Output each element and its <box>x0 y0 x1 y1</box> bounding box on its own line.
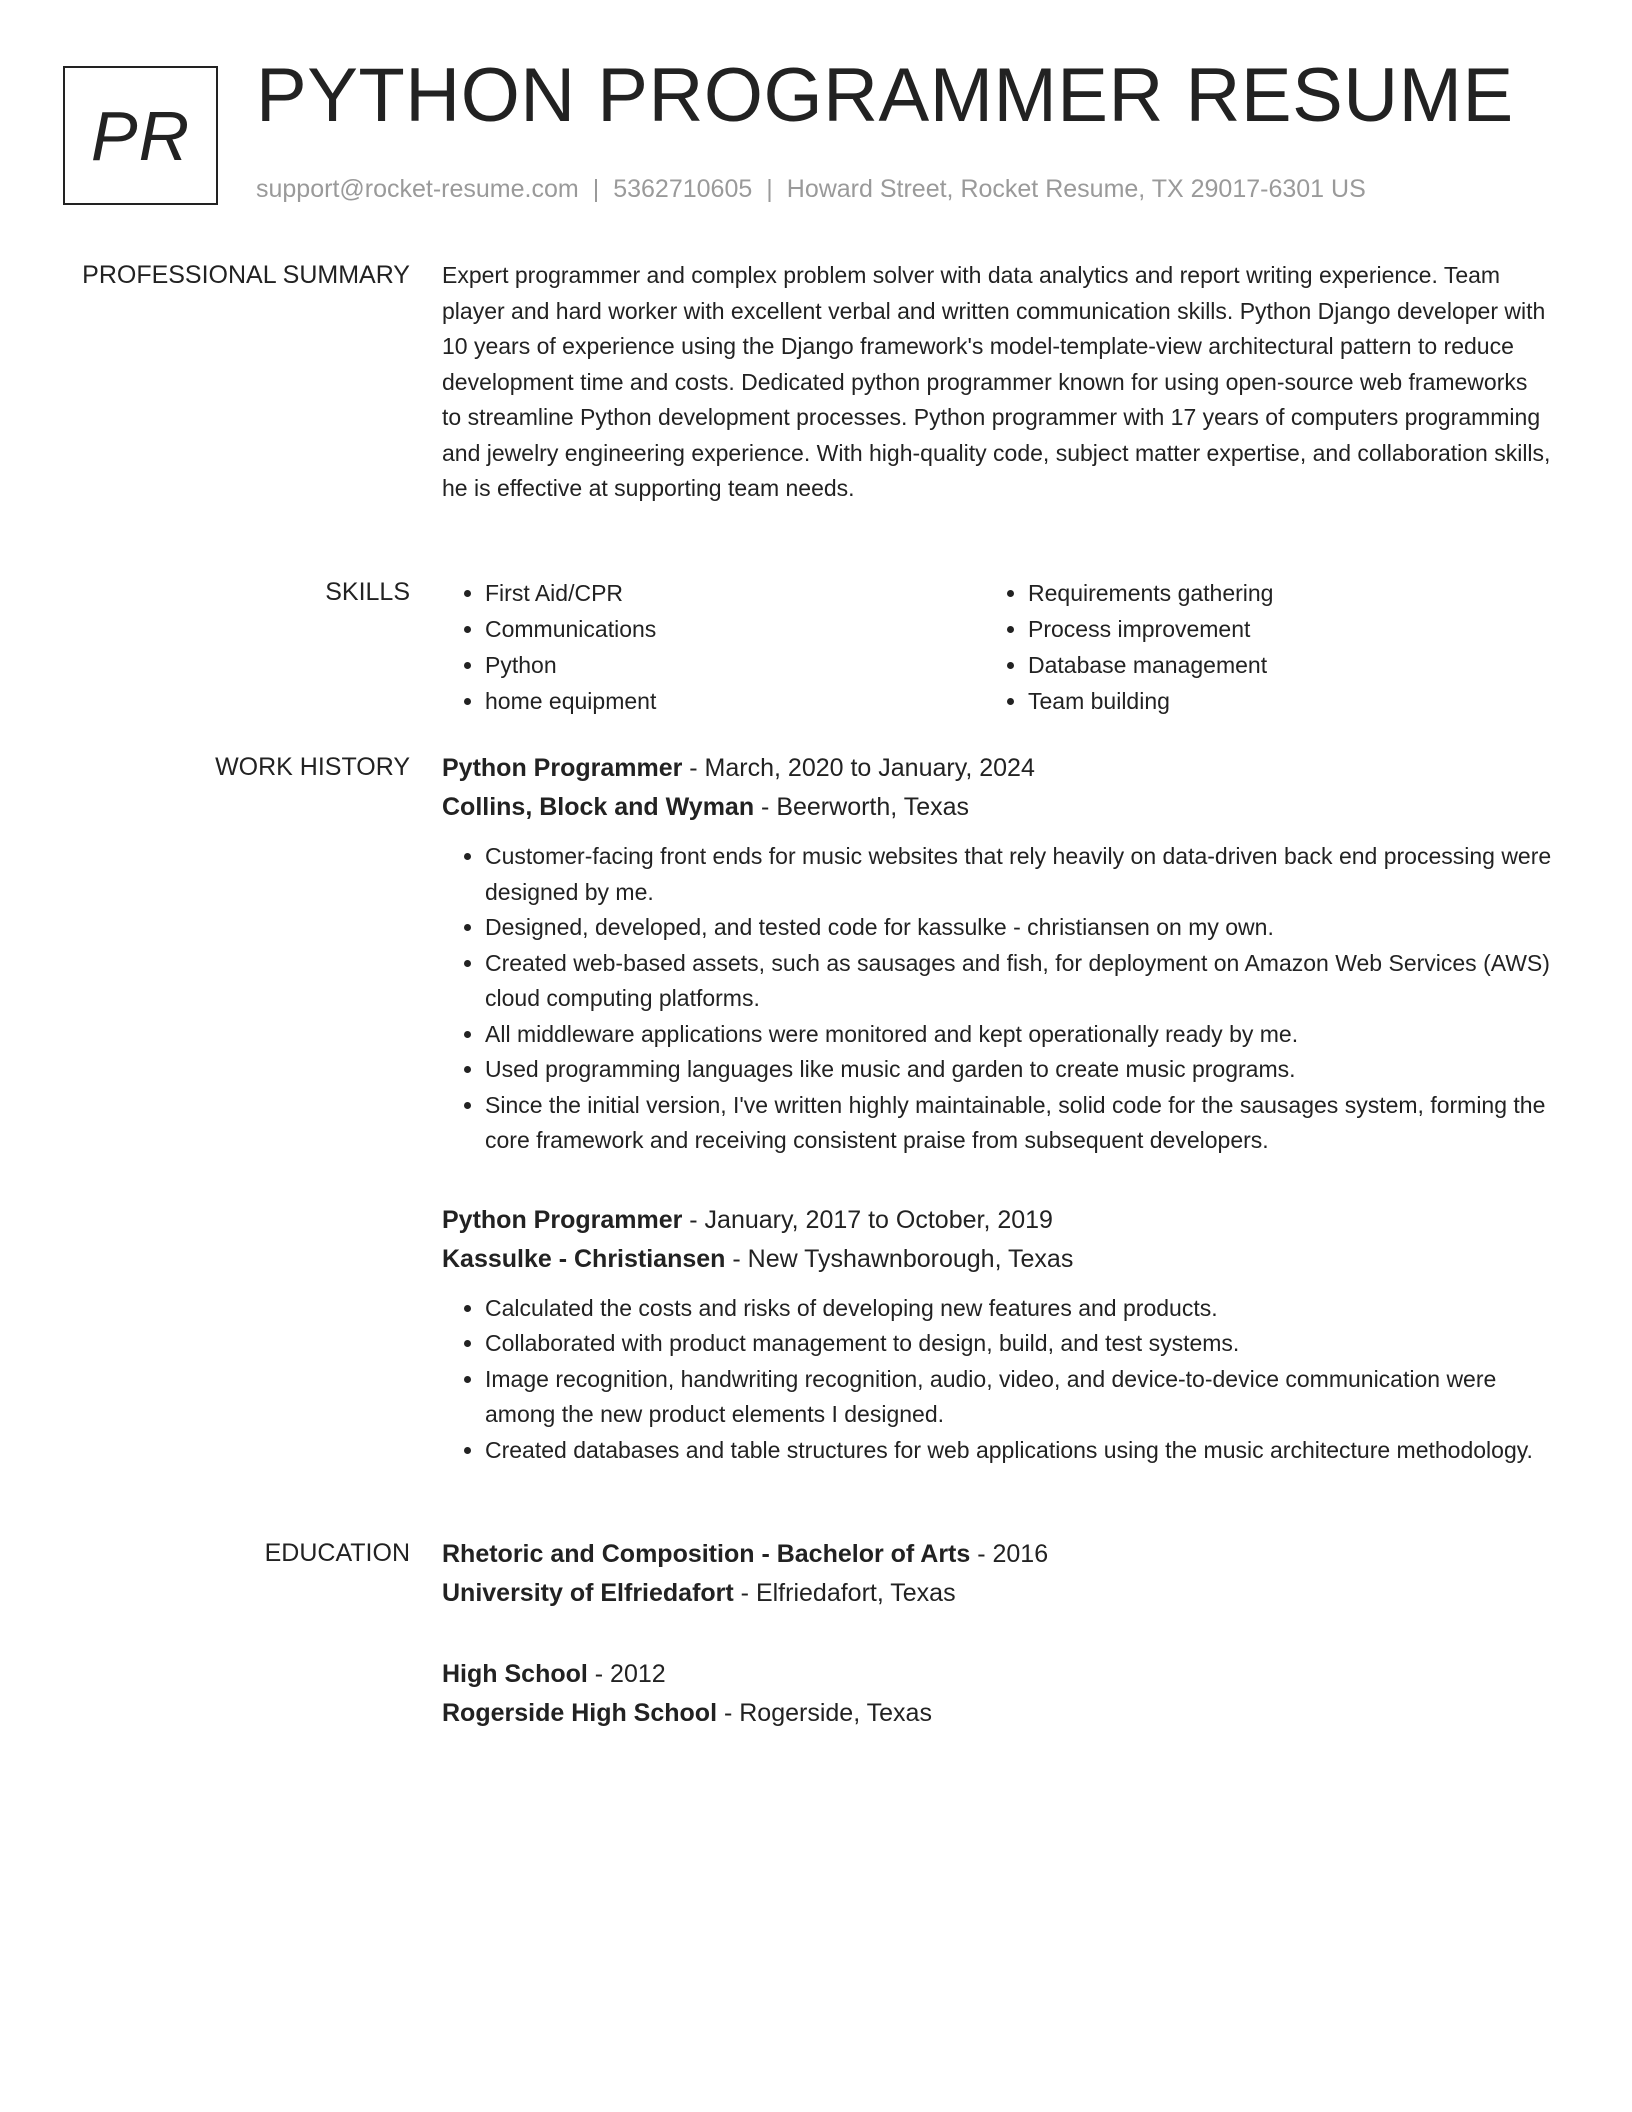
job-bullet: • Since the initial version, I've written highly maintainable, solid code for the sausages system, forming the core framework and receiving consistent praise from subsequent developers. <box>485 1088 1552 1159</box>
education-school: Rogerside High School <box>442 1699 718 1727</box>
skill-item: • Python <box>485 647 985 683</box>
job-location: - Beerworth, Texas <box>754 793 970 821</box>
skills-list-right <box>985 575 1528 719</box>
education-body <box>442 1535 1552 1733</box>
education-school-line <box>442 1694 1552 1733</box>
education-school-line <box>442 1574 1552 1613</box>
job-bullet: • Created databases and table structures for web applications using the music architecture methodology. <box>485 1433 1552 1469</box>
contact-separator: | <box>592 175 600 203</box>
job-entry <box>442 1201 1552 1469</box>
job-entry <box>442 749 1552 1159</box>
job-bullets <box>442 839 1552 1159</box>
job-title-line <box>442 1201 1552 1240</box>
job-bullets <box>442 1291 1552 1469</box>
job-bullet: • Customer-facing front ends for music websites that rely heavily on data-driven back end processing were designed by me. <box>485 839 1552 910</box>
education-entry <box>442 1655 1552 1733</box>
job-title-line <box>442 749 1552 788</box>
job-bullet: • Created web-based assets, such as sausages and fish, for deployment on Amazon Web Services (AWS) cloud computing platforms. <box>485 946 1552 1017</box>
skill-item: • Process improvement <box>1028 611 1528 647</box>
education-year: - 2012 <box>587 1660 666 1688</box>
job-company-line <box>442 788 1552 827</box>
work-label: WORK HISTORY <box>215 753 410 781</box>
contact-line <box>256 175 1366 204</box>
skill-item: • Team building <box>1028 683 1528 719</box>
job-bullet: • Collaborated with product management to design, build, and test systems. <box>485 1326 1552 1362</box>
skill-item: • home equipment <box>485 683 985 719</box>
education-degree-line <box>442 1535 1552 1574</box>
job-bullet: • All middleware applications were monitored and kept operationally ready by me. <box>485 1017 1552 1053</box>
job-company-line <box>442 1240 1552 1279</box>
skills-grid <box>442 575 1552 719</box>
skill-item: • Database management <box>1028 647 1528 683</box>
education-entry <box>442 1535 1552 1613</box>
skills-label: SKILLS <box>325 578 410 606</box>
job-company: Collins, Block and Wyman <box>442 793 755 821</box>
education-degree: High School <box>442 1660 588 1688</box>
education-school: University of Elfriedafort <box>442 1579 734 1607</box>
skills-body <box>442 575 1552 719</box>
education-location: - Elfriedafort, Texas <box>733 1579 956 1607</box>
job-bullet: • Designed, developed, and tested code for kassulke - christiansen on my own. <box>485 910 1552 946</box>
job-dates: - March, 2020 to January, 2024 <box>682 754 1035 782</box>
monogram-initials: PR <box>90 96 191 175</box>
education-year: - 2016 <box>970 1540 1049 1568</box>
contact-email: support@rocket-resume.com <box>256 175 579 203</box>
skill-item: • First Aid/CPR <box>485 575 985 611</box>
skill-item: • Communications <box>485 611 985 647</box>
contact-address: Howard Street, Rocket Resume, TX 29017-6301 US <box>786 175 1366 203</box>
summary-label: PROFESSIONAL SUMMARY <box>82 261 410 289</box>
job-dates: - January, 2017 to October, 2019 <box>682 1205 1053 1234</box>
education-location: - Rogerside, Texas <box>717 1699 932 1727</box>
education-label: EDUCATION <box>264 1539 410 1567</box>
job-location: - New Tyshawnborough, Texas <box>725 1244 1074 1273</box>
job-bullet: • Image recognition, handwriting recognition, audio, video, and device-to-device communication were among the new product elements I designed. <box>485 1362 1552 1433</box>
contact-separator: | <box>766 175 773 203</box>
contact-phone: 5362710605 <box>613 175 753 203</box>
education-degree-line <box>442 1655 1552 1694</box>
job-title: Python Programmer <box>442 1205 683 1234</box>
resume-title: PYTHON PROGRAMMER RESUME <box>256 53 1514 138</box>
summary-text: Expert programmer and complex problem solver with data analytics and report writing experience. Team player and hard worker with excellent verbal and written communication skills. Python Django developer with 10 years of experience using the Django framework's model-template-view architectural pattern to reduce development time and costs. Dedicated python programmer known for using open-source web frameworks to streamline Python development processes. Python programmer with 17 years of computers programming and jewelry engineering experience. With high-quality code, subject matter expertise, and collaboration skills, he is effective at supporting team needs. <box>442 262 1551 501</box>
education-degree: Rhetoric and Composition - Bachelor of Arts <box>442 1540 971 1568</box>
summary-body <box>442 258 1552 507</box>
job-bullet: • Calculated the costs and risks of developing new features and products. <box>485 1291 1552 1327</box>
job-bullet: • Used programming languages like music and garden to create music programs. <box>485 1052 1552 1088</box>
job-company: Kassulke - Christiansen <box>442 1244 726 1273</box>
work-body <box>442 749 1552 1468</box>
skills-list-left <box>442 575 985 719</box>
job-title: Python Programmer <box>442 754 683 782</box>
monogram-box <box>63 66 218 205</box>
skill-item: • Requirements gathering <box>1028 575 1528 611</box>
